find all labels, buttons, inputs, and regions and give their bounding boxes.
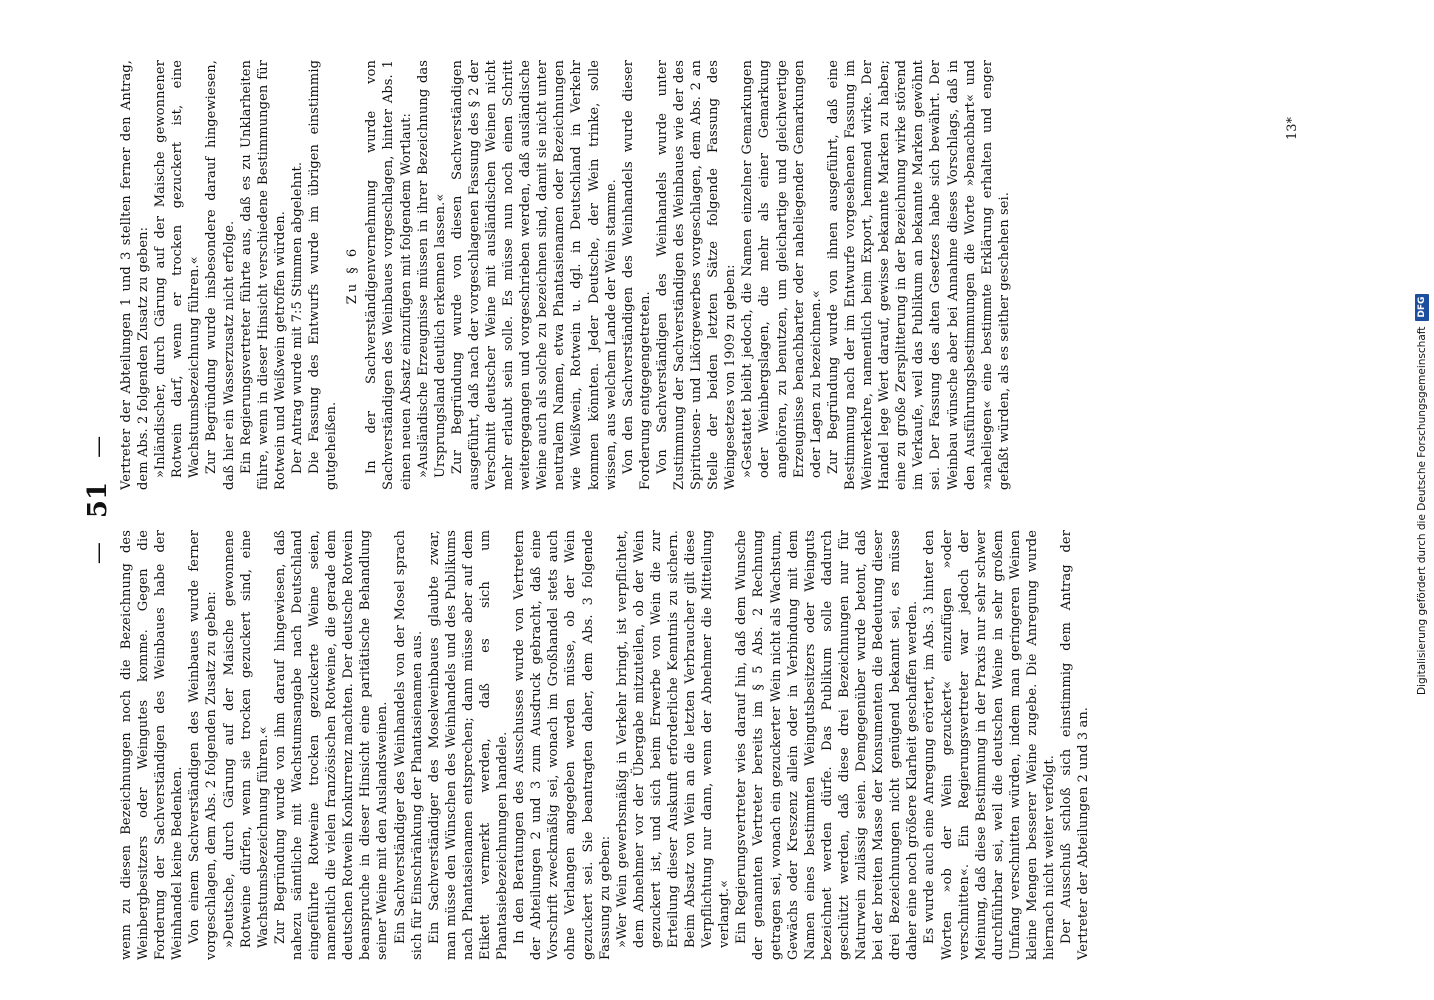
left-column-paragraph: Der Ausschuß schloß sich einstimmig dem Antrag der Vertreter der Abteilungen 2 und 3 an. [1059, 530, 1092, 960]
left-column-paragraph: Von einem Sachverständigen des Weinbaues wurde ferner vorgeschlagen, dem Abs. 2 folgenden Zusatz zu geben: [187, 530, 220, 960]
right-column-paragraph: Zur Begründung wurde insbesondere darauf hingewiesen, daß hier ein Wasserzusatz nicht erfolge. [204, 60, 237, 490]
left-text-column [118, 530, 1278, 960]
right-column-paragraph: Von den Sachverständigen des Weinhandels wurde dieser Forderung entgegengetreten. [620, 60, 653, 490]
right-column-paragraph: Von Sachverständigen des Weinhandels wurde unter Zustimmung der Sachverständigen des Weinbaues wie der des Spirituosen- und Likörgewerbes vorgeschlagen, dem Abs. 2 an Stelle der beiden letzten Sätze folgende Fassung des Weingesetzes von 1909 zu geben: [654, 60, 739, 490]
left-column-paragraph: »Deutsche, durch Gärung auf der Maische gewonnene Rotweine dürfen, wenn sie trocken gezuckert sind, eine Wachstumsbezeichnung führen.« [221, 530, 271, 948]
digitization-credit-strip [1412, 10, 1432, 695]
section-heading: Zu § 6 [345, 245, 361, 305]
header-dash-left: — [85, 542, 111, 565]
left-column-paragraph: »Wer Wein gewerbsmäßig in Verkehr bringt, ist verpflichtet, dem Abnehmer vor der Übergabe mitzuteilen, ob der Wein gezuckert ist, und sich beim Erwerbe von Wein die zur Erteilung dieser Auskunft erforderliche Kenntnis zu sichern. Beim Absatz von Wein an die letzten Verbraucher gilt diese Verpflichtung nur dann, wenn der Abnehmer die Mitteilung verlangt.« [614, 530, 733, 948]
right-column-paragraph: »Inländischer, durch Gärung auf der Maische gewonnener Rotwein darf, wenn er trocken gezuckert ist, eine Wachstumsbezeichnung führen.« [153, 60, 203, 478]
left-column-paragraph: wenn zu diesen Bezeichnungen noch die Bezeichnung des Weinbergbesitzers oder Weingutes komme. Gegen die Forderung der Sachverständigen des Weinbaues habe der Weinhandel keine Bedenken. [119, 530, 186, 960]
right-column-paragraph: Vertreter der Abteilungen 1 und 3 stellten ferner den Antrag, dem Abs. 2 folgenden Zusatz zu geben: [119, 60, 152, 490]
left-column-paragraph: Ein Sachverständiger des Moselweinbaues glaubte zwar, man müsse den Wünschen des Weinhandels und des Publikums nach Phantasienamen entsprechen; dann müsse aber auf dem Etikett vermerkt werden, daß es sich um Phantasiebezeichnungen handele. [426, 530, 511, 960]
right-column-paragraph: Der Antrag wurde mit 7:5 Stimmen abgelehnt. [289, 161, 305, 474]
right-column-paragraph: »Gestattet bleibt jedoch, die Namen einzelner Gemarkungen oder Weinbergslagen, die mehr als einer Gemarkung angehören, zu benutzen, um gleichartige und gleichwertige Erzeugnisse benachbarter oder naheliegender Gemarkungen oder Lagen zu bezeichnen.« [740, 60, 824, 478]
header-dash-right: — [85, 435, 111, 458]
dfg-logo: DFG [1415, 294, 1429, 321]
left-column-paragraph: Ein Sachverständiger des Weinhandels von der Mosel sprach sich für Einschränkung der Phantasienamen aus. [392, 530, 425, 960]
left-column-paragraph: In den Beratungen des Ausschusses wurde von Vertretern der Abteilungen 2 und 3 zum Ausdruck gebracht, daß eine Vorschrift zweckmäßig sei, wonach im Großhandel stets auch ohne Verlangen angegeben werden müsse, ob der Wein gezuckert sei. Sie beantragten daher, dem Abs. 3 folgende Fassung zu geben: [512, 530, 613, 960]
left-column-paragraph: Ein Regierungsvertreter wies darauf hin, daß dem Wunsche der genannten Vertreter bereits im § 5 Abs. 2 Rechnung getragen sei, wonach ein gezuckerter Wein nicht als Wachstum, Gewächs oder Kreszenz allein oder in Verbindung mit dem Namen eines bestimmten Weingutsbesitzers oder Weinguts bezeichnet werden dürfe. Das Publikum solle dadurch geschützt werden, daß diese drei Bezeichnungen nur für Naturwein zulässig seien. Demgegenüber wurde betont, daß bei der breiten Masse der Konsumenten die Bedeutung dieser drei Bezeichnungen nicht genügend bekannt sei, es müsse daher eine noch größere Klarheit geschaffen werden. [734, 530, 921, 960]
sheet-signature: 13* [1285, 116, 1300, 140]
right-column-paragraph: Zur Begründung wurde von diesen Sachverständigen ausgeführt, daß nach der vorgeschlagenen Fassung des § 2 der Verschnitt deutscher Weine mit ausländischen Weinen nicht mehr erlaubt sein solle. Es müsse nun noch einen Schritt weitergegangen und vorgeschrieben werden, daß ausländische Weine auch als solche zu bezeichnen sind, damit sie nicht unter neutralem Namen, etwa Phantasienamen oder Bezeichnungen wie Weißwein, Rotwein u. dgl. in Deutschland in Verkehr kommen könnten. Jeder Deutsche, der Wein trinke, solle wissen, aus welchem Lande der Wein stamme. [449, 60, 619, 490]
right-column-paragraph: »Ausländische Erzeugnisse müssen in ihrer Bezeichnung das Ursprungsland deutlich erkennen lassen.« [415, 60, 448, 478]
digitization-credit-text: Digitalisierung gefördert durch die Deutsche Forschungsgemeinschaft [1416, 326, 1428, 695]
left-column-paragraph: Zur Begründung wurde von ihm darauf hingewiesen, daß nahezu sämtliche mit Wachstumsangabe nach Deutschland eingeführte Rotweine trocken gezuckerte Weine seien, namentlich die vielen französischen Rotweine, die gerade dem deutschen Rotwein Konkurrenz machten. Der deutsche Rotwein beanspruche in dieser Hinsicht eine paritätische Behandlung seiner Weine mit den Auslandsweinen. [272, 530, 391, 960]
right-column-paragraph: Zur Begründung wurde von ihnen ausgeführt, daß eine Bestimmung nach der im Entwurfe vorgesehenen Fassung im Weinverkehre, namentlich beim Export, hemmend wirke. Der Handel lege Wert darauf, gewisse bekannte Marken zu haben; eine zu große Zersplitterung in der Bezeichnung wirke störend im Verkaufe, weil das Publikum an bekannte Marken gewöhnt sei. Der Fassung des alten Gesetzes habe sich bewährt. Der Weinbau wünsche aber bei Annahme dieses Vorschlags, daß in den Ausführungsbestimmungen die Worte »benachbart« und »naheliegen« eine bestimmte Erklärung erhalten und enger gefaßt würden, als es seither geschehen sei. [825, 60, 1012, 490]
right-column-paragraph: In der Sachverständigenvernehmung wurde von Sachverständigen des Weinbaues vorgeschlagen, hinter Abs. 1 einen neuen Absatz einzufügen mit folgendem Wortlaut: [364, 60, 414, 490]
right-column-paragraph: Die Fassung des Entwurfs wurde im übrigen einstimmig gutgeheißen. [307, 60, 340, 490]
right-text-column [118, 60, 1278, 490]
page-number: 51 [83, 481, 113, 519]
right-column-paragraph: Ein Regierungsvertreter führte aus, daß es zu Unklarheiten führe, wenn in dieser Hinsicht verschiedene Bestimmungen für Rotwein und Weißwein getroffen würden. [238, 60, 288, 490]
page-header [78, 60, 118, 940]
left-column-paragraph: Es wurde auch eine Anregung erörtert, im Abs. 3 hinter den Worten »ob der Wein gezuckert« einzufügen »oder verschnitten«. Ein Regierungsvertreter war jedoch der Meinung, daß diese Bestimmung in der Praxis nur sehr schwer durchführbar sei, weil die deutschen Weine in sehr großem Umfang verschnitten würden, indem man geringeren Weinen kleine Mengen besserer Weine zugebe. Die Anregung wurde hiernach nicht weiter verfolgt. [922, 530, 1058, 960]
